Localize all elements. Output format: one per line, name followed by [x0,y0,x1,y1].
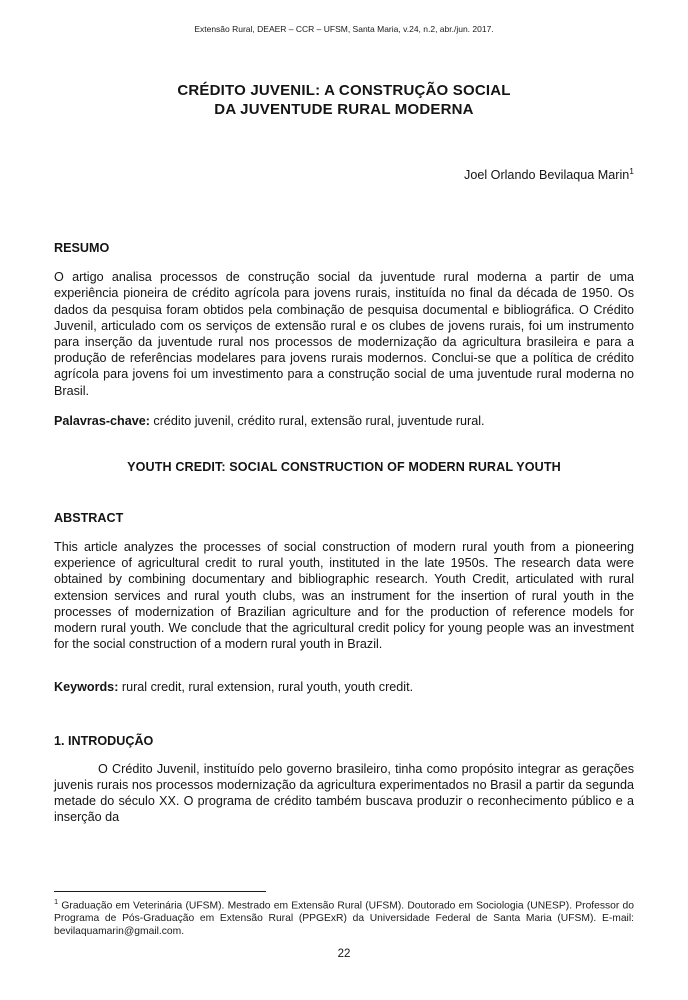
abstract-heading: ABSTRACT [54,511,124,526]
footnote-ref: 1 [54,897,59,906]
footnote-body: Graduação em Veterinária (UFSM). Mestrado em Extensão Rural (UFSM). Doutorado em Sociologia (UNESP). Professor do Programa de Pós-Graduação em Extensão Rural (PPGExR) da Universidade Federal de Santa Maria (UFSM). E-mail: bevilaquamarin@gmail.com. [54,900,634,938]
english-title: YOUTH CREDIT: SOCIAL CONSTRUCTION OF MODERN RURAL YOUTH [127,460,561,475]
article-title-line1: CRÉDITO JUVENIL: A CONSTRUÇÃO SOCIAL [177,82,511,99]
palavras-chave-text: crédito juvenil, crédito rural, extensão rural, juventude rural. [149,413,485,428]
palavras-chave-label: Palavras-chave: [54,413,150,428]
footnote-area [54,891,634,939]
keywords-label: Keywords: [54,680,119,695]
author-line [54,163,634,183]
article-title-line2: DA JUVENTUDE RURAL MODERNA [214,101,474,118]
author-name: Joel Orlando Bevilaqua Marin [464,168,630,183]
keywords-text: rural credit, rural extension, rural youth, youth credit. [118,680,414,695]
keywords-line [54,679,634,695]
abstract-paragraph: This article analyzes the processes of social construction of modern rural youth from a pioneering experience of agricultural credit to rural youth, instituted in the late 1950s. The research data were obtained by combining documentary and bibliographic research. Youth Credit, articulated with rural extension services and rural youth clubs, was an instrument for the insertion of rural youth in the processes of modernization of Brazilian agriculture and for the production of reference models for modern rural youth. We conclude that the agricultural credit policy for young people was an investment for the social construction of a modern rural youth in Brazil. [54,540,634,652]
page-number: 22 [337,948,351,960]
palavras-chave-line [54,413,634,429]
journal-citation-header: Extensão Rural, DEAER – CCR – UFSM, Santa Maria, v.24, n.2, abr./jun. 2017. [194,24,494,34]
article-title [54,81,634,119]
footnote-text [54,896,634,939]
introduction-heading: 1. INTRODUÇÃO [54,733,154,748]
footnote-divider [54,891,266,892]
author-footnote-ref: 1 [629,166,634,176]
resumo-heading: RESUMO [54,241,110,256]
introduction-paragraph: O Crédito Juvenil, instituído pelo governo brasileiro, tinha como propósito integrar as gerações juvenis rurais nos processos modernização da agricultura experimentados no Brasil a partir da segunda metade do século XX. O programa de crédito também buscava produzir o reconhecimento público e a inserção da [54,761,634,825]
resumo-paragraph: O artigo analisa processos de construção social da juventude rural moderna a partir de uma experiência pioneira de crédito agrícola para jovens rurais, instituída no final da década de 1950. Os dados da pesquisa foram obtidos pela combinação de pesquisa documental e bibliográfica. O Crédito Juvenil, articulado com os serviços de extensão rural e os clubes de jovens rurais, foi um instrumento para inserção da juventude rural nos processos de modernização da agricultura brasileira e para a produção de referências modelares para jovens rurais modernos. Conclui-se que a política de crédito agrícola para jovens foi um investimento para a construção social de uma juventude rural moderna no Brasil. [54,270,634,398]
